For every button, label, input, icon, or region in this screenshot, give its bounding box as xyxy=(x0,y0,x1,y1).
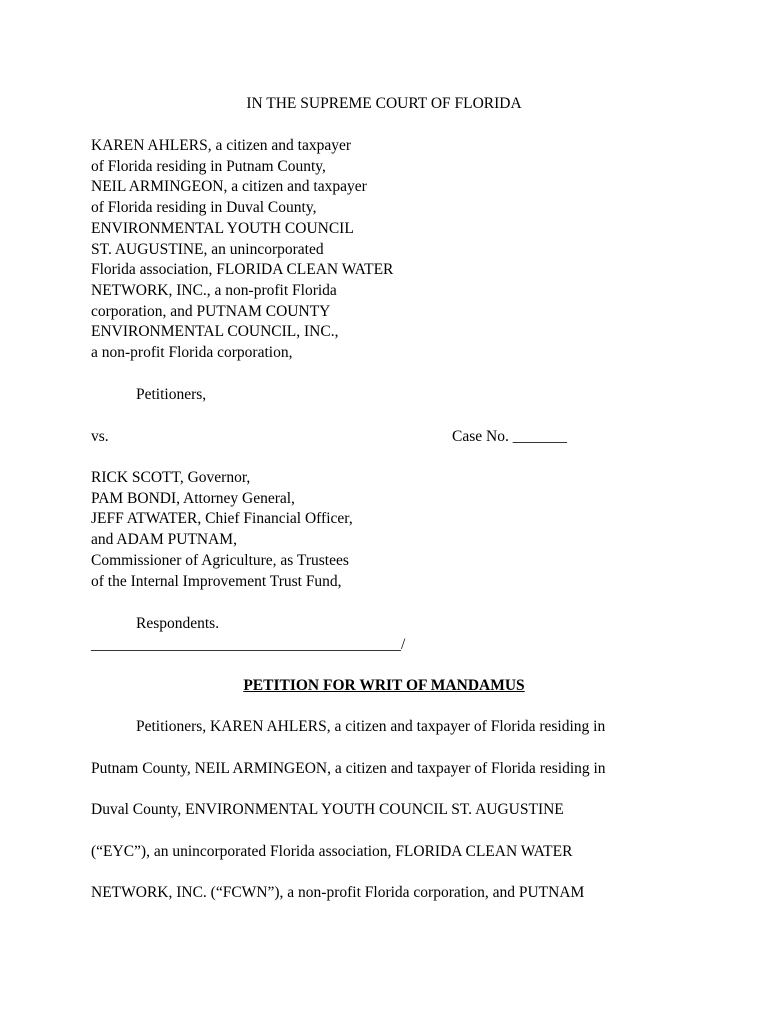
caption-line: Florida association, FLORIDA CLEAN WATER xyxy=(91,261,394,279)
caption-line: ENVIRONMENTAL YOUTH COUNCIL xyxy=(91,219,354,237)
caption-line: NETWORK, INC., a non-profit Florida xyxy=(91,281,337,299)
caption-line: RICK SCOTT, Governor, xyxy=(91,469,251,486)
caption-line: of the Internal Improvement Trust Fund, xyxy=(91,572,342,590)
caption-line: corporation, and PUTNAM COUNTY xyxy=(91,302,331,320)
caption-line: KAREN AHLERS, a citizen and taxpayer xyxy=(91,137,351,154)
vs-label: vs. xyxy=(91,428,109,445)
respondents-caption xyxy=(91,468,353,592)
caption-separator: ________________________________________/ xyxy=(91,636,406,653)
body-line: Putnam County, NEIL ARMINGEON, a citizen and taxpayer of Florida residing in xyxy=(91,759,606,777)
case-number: Case No. _______ xyxy=(452,428,567,445)
caption-line: ENVIRONMENTAL COUNCIL, INC., xyxy=(91,323,339,341)
petitioners-caption xyxy=(91,136,393,364)
caption-line: Commissioner of Agriculture, as Trustees xyxy=(91,551,349,569)
body-line: (“EYC”), an unincorporated Florida association, FLORIDA CLEAN WATER xyxy=(91,842,573,860)
body-line: Petitioners, KAREN AHLERS, a citizen and taxpayer of Florida residing in xyxy=(136,718,606,735)
respondents-label: Respondents. xyxy=(136,615,220,632)
caption-line: PAM BONDI, Attorney General, xyxy=(91,489,295,507)
body-paragraph xyxy=(91,717,691,925)
caption-line: JEFF ATWATER, Chief Financial Officer, xyxy=(91,510,353,528)
body-line: Duval County, ENVIRONMENTAL YOUTH COUNCIL ST. AUGUSTINE xyxy=(91,801,564,818)
court-title: IN THE SUPREME COURT OF FLORIDA xyxy=(246,95,522,112)
body-line: NETWORK, INC. (“FCWN”), a non-profit Florida corporation, and PUTNAM xyxy=(91,884,585,901)
caption-line: ST. AUGUSTINE, an unincorporated xyxy=(91,240,324,258)
petition-title: PETITION FOR WRIT OF MANDAMUS xyxy=(243,677,525,694)
caption-line: a non-profit Florida corporation, xyxy=(91,344,293,362)
caption-line: and ADAM PUTNAM, xyxy=(91,531,237,549)
caption-line: of Florida residing in Putnam County, xyxy=(91,157,326,175)
caption-line: of Florida residing in Duval County, xyxy=(91,199,317,217)
petitioners-label: Petitioners, xyxy=(136,386,207,403)
caption-line: NEIL ARMINGEON, a citizen and taxpayer xyxy=(91,178,367,196)
